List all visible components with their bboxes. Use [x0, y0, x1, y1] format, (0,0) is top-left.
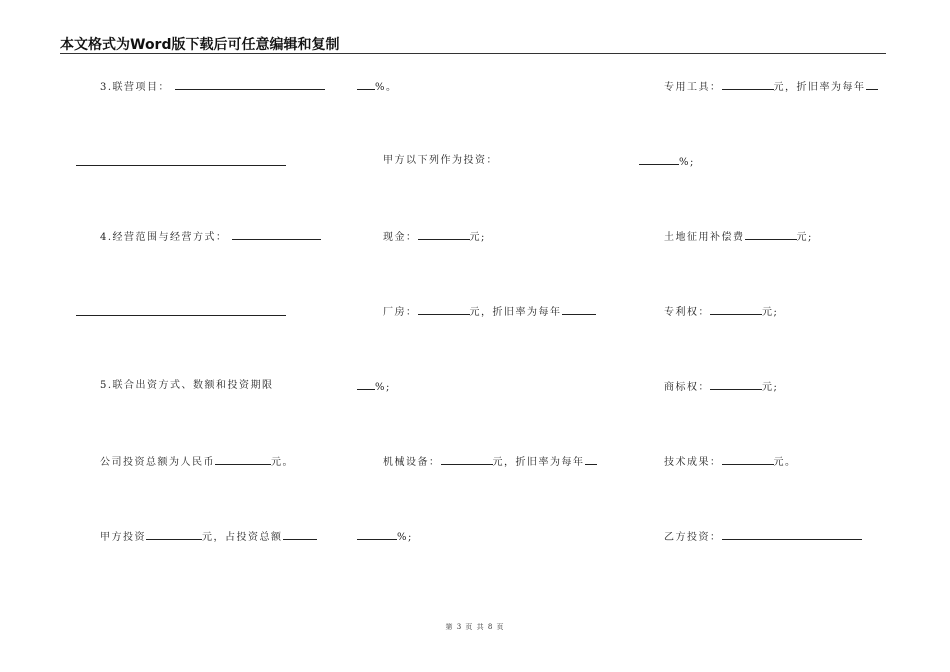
special-tools-label: 专用工具： [664, 82, 722, 93]
percent-blank-7 [357, 530, 397, 540]
tech-achievement-label: 技术成果： [664, 457, 722, 468]
percent-line-5 [357, 380, 391, 394]
tech-achievement-unit: 元。 [773, 457, 797, 468]
item-3-label: 3.联营项目： [100, 82, 171, 93]
factory-depreciation: 元，折旧率为每年 [469, 307, 562, 318]
factory-label: 厂房： [383, 307, 418, 318]
header-divider [60, 53, 886, 54]
party-a-share-label: 元，占投资总额 [202, 532, 283, 543]
special-tools-depreciation: 元，折旧率为每年 [773, 82, 866, 93]
party-a-share-blank [283, 530, 317, 540]
percent-line-1 [357, 80, 398, 94]
total-investment-label: 公司投资总额为人民币 [100, 457, 215, 468]
blank-line-row2 [76, 165, 286, 166]
special-tools-amount-blank [722, 80, 774, 90]
land-compensation-blank [745, 230, 797, 240]
machinery-amount-blank [441, 455, 493, 465]
party-b-investment-line [664, 530, 862, 544]
percent-line-7 [357, 530, 413, 544]
land-compensation-unit: 元; [796, 232, 813, 243]
cash-label: 现金： [383, 232, 418, 243]
item-4-business-scope [100, 230, 321, 244]
party-a-label: 甲方投资 [100, 532, 146, 543]
percent-line-2 [639, 155, 695, 169]
patent-unit: 元; [762, 307, 779, 318]
item-3-blank [175, 80, 325, 90]
factory-rate-blank [562, 305, 596, 315]
total-investment-blank [215, 455, 271, 465]
page-number-footer: 第 3 页 共 8 页 [445, 623, 505, 631]
item-5-contribution: 5.联合出资方式、数额和投资期限 [100, 380, 274, 391]
percent-text-7: %; [397, 532, 413, 543]
machinery-depreciation: 元，折旧率为每年 [492, 457, 585, 468]
trademark-line [664, 380, 778, 394]
party-a-investment-heading: 甲方以下列作为投资： [383, 155, 498, 166]
trademark-label: 商标权： [664, 382, 710, 393]
total-investment-unit: 元。 [271, 457, 294, 468]
tech-achievement-blank [722, 455, 774, 465]
cash-line [383, 230, 486, 244]
land-compensation-line [664, 230, 813, 244]
trademark-amount-blank [710, 380, 762, 390]
percent-text-1: %。 [375, 82, 398, 93]
factory-amount-blank [418, 305, 470, 315]
percent-text-5: %; [375, 382, 391, 393]
party-b-label: 乙方投资： [664, 532, 722, 543]
percent-blank-2 [639, 155, 679, 165]
machinery-rate-blank [585, 455, 597, 465]
trademark-unit: 元; [762, 382, 779, 393]
patent-label: 专利权： [664, 307, 710, 318]
tech-achievement-line [664, 455, 797, 469]
party-a-amount-blank [146, 530, 202, 540]
document-header-title: 本文格式为Word版下载后可任意编辑和复制 [60, 37, 340, 53]
patent-line [664, 305, 778, 319]
percent-blank-1 [357, 80, 375, 90]
percent-blank-5 [357, 380, 375, 390]
party-b-blank [722, 530, 862, 540]
item-4-label: 4.经营范围与经营方式： [100, 232, 228, 243]
percent-text-2: %; [679, 157, 695, 168]
machinery-line [383, 455, 597, 469]
special-tools-rate-blank [866, 80, 878, 90]
item-4-blank [232, 230, 321, 240]
machinery-label: 机械设备： [383, 457, 441, 468]
total-investment-line [100, 455, 294, 469]
party-a-investment-line [100, 530, 317, 544]
special-tools-line [664, 80, 878, 94]
factory-line [383, 305, 596, 319]
cash-unit: 元; [469, 232, 486, 243]
land-compensation-label: 土地征用补偿费 [664, 232, 745, 243]
patent-amount-blank [710, 305, 762, 315]
item-3-joint-project [100, 80, 325, 94]
blank-line-row4 [76, 315, 286, 316]
cash-amount-blank [418, 230, 470, 240]
